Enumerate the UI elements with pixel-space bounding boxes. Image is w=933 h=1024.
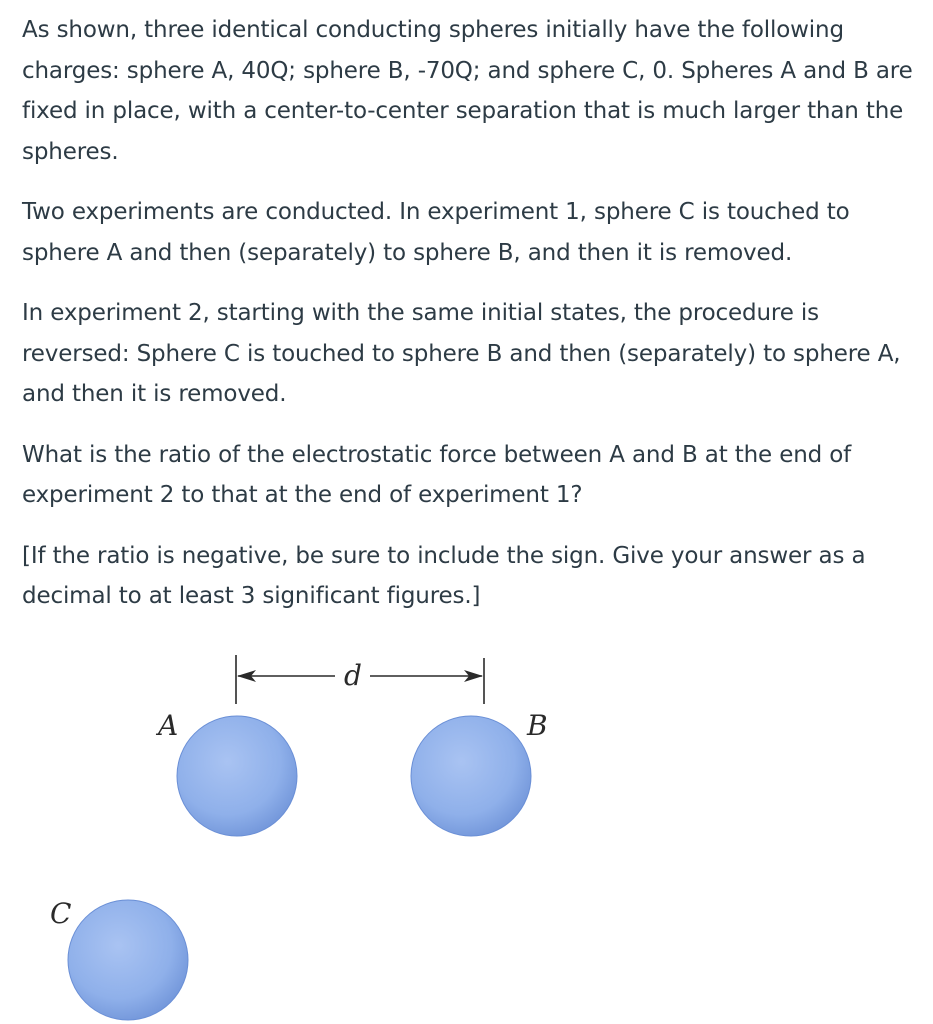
sphere-b-label: B bbox=[527, 709, 548, 742]
text-line: What is the ratio of the electrostatic force between A and B at the end of bbox=[22, 441, 852, 468]
text-line: sphere A and then (separately) to sphere B, and then it is removed. bbox=[22, 239, 793, 266]
experiment-2-paragraph bbox=[22, 293, 933, 415]
text-line: In experiment 2, starting with the same initial states, the procedure is bbox=[22, 300, 819, 326]
sphere-c-label: C bbox=[50, 897, 72, 930]
instructions-paragraph bbox=[22, 536, 933, 617]
text-line: fixed in place, with a center-to-center separation that is much larger than the bbox=[22, 98, 904, 124]
spheres-diagram bbox=[0, 640, 933, 1024]
sphere-a-label: A bbox=[158, 709, 179, 742]
sphere-c bbox=[68, 900, 188, 1020]
text-line: spheres. bbox=[22, 138, 119, 165]
distance-label: d bbox=[344, 659, 362, 692]
text-line: [If the ratio is negative, be sure to include the sign. Give your answer as a bbox=[22, 542, 866, 569]
text-line: charges: sphere A, 40Q; sphere B, -70Q; and sphere C, 0. Spheres A and B are bbox=[22, 57, 913, 84]
question-paragraph bbox=[22, 435, 933, 516]
sphere-b bbox=[411, 716, 531, 836]
text-line: and then it is removed. bbox=[22, 381, 287, 407]
text-line: experiment 2 to that at the end of experiment 1? bbox=[22, 482, 583, 508]
text-line: Two experiments are conducted. In experiment 1, sphere C is touched to bbox=[22, 199, 850, 225]
sphere-a bbox=[177, 716, 297, 836]
intro-paragraph bbox=[22, 10, 933, 172]
question-text bbox=[22, 10, 933, 637]
text-line: As shown, three identical conducting spheres initially have the following bbox=[22, 17, 844, 43]
text-line: decimal to at least 3 significant figures.] bbox=[22, 583, 481, 609]
experiment-1-paragraph bbox=[22, 192, 933, 273]
text-line: reversed: Sphere C is touched to sphere B and then (separately) to sphere A, bbox=[22, 340, 901, 367]
